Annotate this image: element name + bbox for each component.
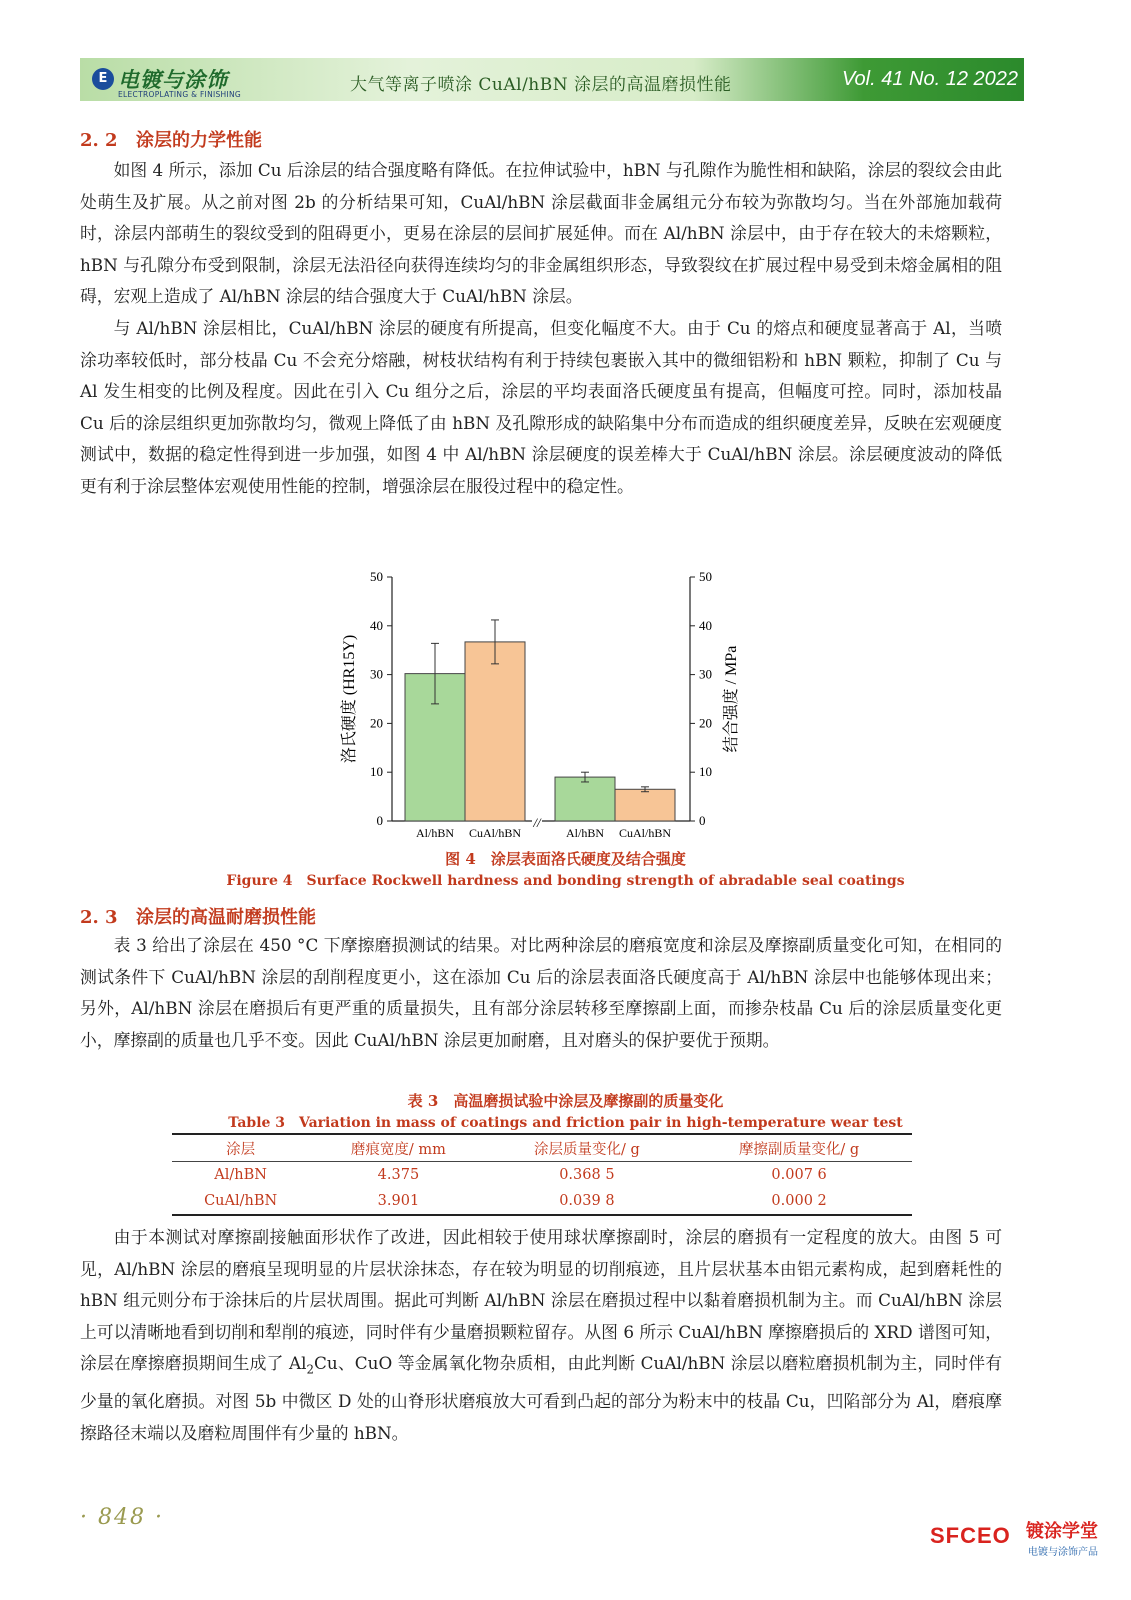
publisher-logo-sub: 电镀与涂饰产品 — [1028, 1547, 1098, 1558]
table-cell: 0.000 2 — [686, 1188, 912, 1215]
table-header-cell: 涂层质量变化/ g — [488, 1134, 687, 1162]
section-number: 2. 3 — [80, 907, 118, 928]
volume-issue: Vol. 41 No. 12 2022 — [841, 68, 1018, 90]
y-tick-label-left: 40 — [370, 617, 383, 633]
table-3-caption-en: Table 3 Variation in mass of coatings and friction pair in high-temperature wear test — [228, 1115, 903, 1131]
y-tick-label-right: 10 — [699, 764, 712, 780]
y-tick-label-left: 30 — [370, 666, 383, 682]
paragraph: 表 3 给出了涂层在 450 °C 下摩擦磨损测试的结果。对比两种涂层的磨痕宽度和涂层及摩擦副质量变化可知，在相同的测试条件下 CuAl/hBN 涂层的刮削程度更小，这在添加 Cu 后的涂层表面洛氏硬度高于 Al/hBN 涂层中也能够体现出来；另外，Al/hBN 涂层在磨损后有更严重的质量损失，且有部分涂层转移至摩擦副上面，而掺杂枝晶 Cu 后的涂层质量变化更小，摩擦副的质量也几乎不变。因此 CuAl/hBN 涂层更加耐磨，且对磨头的保护要优于预期。 — [80, 935, 1002, 1050]
subscript: 2 — [306, 1362, 315, 1377]
y-axis-label-left: 洛氏硬度 (HR15Y) — [341, 634, 358, 764]
section-heading-2-3 — [80, 903, 316, 929]
section-title: 涂层的高温耐磨损性能 — [136, 907, 316, 928]
table-3-caption-cn: 表 3 高温磨损试验中涂层及摩擦副的质量变化 — [407, 1092, 724, 1110]
y-tick-label-right: 0 — [699, 813, 706, 828]
paragraph-text: 由于本测试对摩擦副接触面形状作了改进，因此相较于使用球状摩擦副时，涂层的磨损有一定程度的放大。由图 5 可见，Al/hBN 涂层的磨痕呈现明显的片层状涂抹态，存在较为明显的切削痕迹，且片层状基本由铝元素构成，起到磨耗性的 hBN 组元则分布于涂抹后的片层状周围。据此可判断 Al/hBN 涂层在磨损过程中以黏着磨损机制为主。而 CuAl/hBN 涂层上可以清晰地看到切削和犁削的痕迹，同时伴有少量磨损颗粒留存。从图 6 所示 CuAl/hBN 摩擦磨损后的 XRD 谱图可知，涂层在摩擦磨损期间生成了 Al — [80, 1227, 1002, 1374]
table-cell: CuAl/hBN — [172, 1188, 309, 1215]
running-title: 大气等离子喷涂 CuAl/hBN 涂层的高温磨损性能 — [350, 75, 732, 95]
page-number: · 848 · — [80, 1505, 164, 1530]
y-tick-label-right: 50 — [699, 569, 712, 584]
table-cell: 0.039 8 — [488, 1188, 687, 1215]
table-cell: 4.375 — [377, 1167, 420, 1183]
journal-header — [80, 58, 1024, 101]
y-axis-label-right: 结合强度 / MPa — [723, 645, 740, 753]
section-2-3-body — [80, 930, 1002, 1056]
section-2-2-body — [80, 155, 1002, 503]
x-tick-label: Al/hBN — [415, 826, 455, 840]
table-row — [172, 1188, 912, 1215]
y-tick-label-left: 50 — [370, 569, 383, 584]
section-title: 涂层的力学性能 — [136, 130, 262, 151]
discussion-body — [80, 1222, 1002, 1450]
paragraph — [80, 1222, 1002, 1450]
paragraph: 与 Al/hBN 涂层相比，CuAl/hBN 涂层的硬度有所提高，但变化幅度不大。由于 Cu 的熔点和硬度显著高于 Al，当喷涂功率较低时，部分枝晶 Cu 不会充分熔融，树枝状结构有利于持续包裹嵌入其中的微细铝粉和 hBN 颗粒，抑制了 Cu 与 Al 发生相变的比例及程度。因此在引入 Cu 组分之后，涂层的平均表面洛氏硬度虽有提高，但幅度可控。同时，添加枝晶 Cu 后的涂层组织更加弥散均匀，微观上降低了由 hBN 及孔隙形成的缺陷集中分布而造成的组织硬度差异，反映在宏观硬度测试中，数据的稳定性得到进一步加强，如图 4 中 Al/hBN 涂层硬度的误差棒大于 CuAl/hBN 涂层。涂层硬度波动的降低更有利于涂层整体宏观使用性能的控制，增强涂层在服役过程中的稳定性。 — [80, 317, 1002, 496]
table-3 — [172, 1133, 912, 1216]
table-header-row — [172, 1134, 912, 1162]
paragraph-text: Cu、CuO 等金属氧化物杂质相，由此判断 CuAl/hBN 涂层以磨粒磨损机制为主，同时伴有少量的氧化磨损。对图 5b 中微区 D 处的山脊形状磨痕放大可看到凸起的部分为粉末中的枝晶 Cu，凹陷部分为 Al，磨痕摩擦路径末端以及磨粒周围伴有少量的 hBN。 — [80, 1353, 1002, 1443]
table-header-cell: 摩擦副质量变化/ g — [686, 1134, 912, 1162]
publisher-logo — [930, 1515, 1110, 1565]
paragraph: 如图 4 所示，添加 Cu 后涂层的结合强度略有降低。在拉伸试验中，hBN 与孔隙作为脆性相和缺陷，涂层的裂纹会由此处萌生及扩展。从之前对图 2b 的分析结果可知，CuAl/hBN 涂层截面非金属组元分布较为弥散均匀。当在外部施加载荷时，涂层内部萌生的裂纹受到的阻碍更小，更易在涂层的层间扩展延伸。而在 Al/hBN 涂层中，由于存在较大的未熔颗粒，hBN 与孔隙分布受到限制，涂层无法沿径向获得连续均匀的非金属组织形态，导致裂纹在扩展过程中易受到未熔金属相的阻碍，宏观上造成了 Al/hBN 涂层的结合强度大于 CuAl/hBN 涂层。 — [80, 160, 1002, 307]
journal-logo-cn: 电镀与涂饰 — [118, 67, 228, 92]
table-header-cell: 涂层 — [172, 1134, 309, 1162]
publisher-logo-sf: SFCEO — [930, 1523, 1011, 1548]
section-heading-2-2 — [80, 126, 262, 152]
table-cell: Al/hBN — [214, 1167, 267, 1183]
y-tick-label-left: 0 — [376, 813, 383, 828]
axis-break-mark: // — [533, 815, 541, 830]
bar — [465, 642, 525, 821]
bar — [555, 777, 615, 821]
journal-logo-en: ELECTROPLATING & FINISHING — [118, 90, 242, 99]
x-tick-label: CuAl/hBN — [618, 826, 672, 840]
y-tick-label-right: 40 — [699, 617, 712, 633]
x-tick-label: Al/hBN — [565, 826, 605, 840]
y-tick-label-right: 30 — [699, 666, 712, 682]
y-tick-label-left: 10 — [370, 764, 383, 780]
figure-4-caption-cn: 图 4 涂层表面洛氏硬度及结合强度 — [445, 850, 686, 868]
y-tick-label-right: 20 — [699, 715, 712, 731]
bar — [615, 789, 675, 821]
table-cell: 0.368 5 — [559, 1167, 615, 1183]
y-tick-label-left: 20 — [370, 715, 383, 731]
table-header-cell: 磨痕宽度/ mm — [309, 1134, 487, 1162]
section-number: 2. 2 — [80, 130, 118, 151]
figure-4-caption-en: Figure 4 Surface Rockwell hardness and bonding strength of abradable seal coatings — [226, 873, 905, 889]
journal-logo — [86, 62, 308, 97]
table-cell: 3.901 — [309, 1188, 487, 1215]
figure-4-chart — [330, 565, 760, 845]
table-row — [172, 1162, 912, 1189]
publisher-logo-cn: 镀涂学堂 — [1026, 1521, 1098, 1542]
journal-logo-icon: E — [92, 68, 114, 90]
x-tick-label: CuAl/hBN — [468, 826, 522, 840]
table-cell: 0.007 6 — [771, 1167, 827, 1183]
